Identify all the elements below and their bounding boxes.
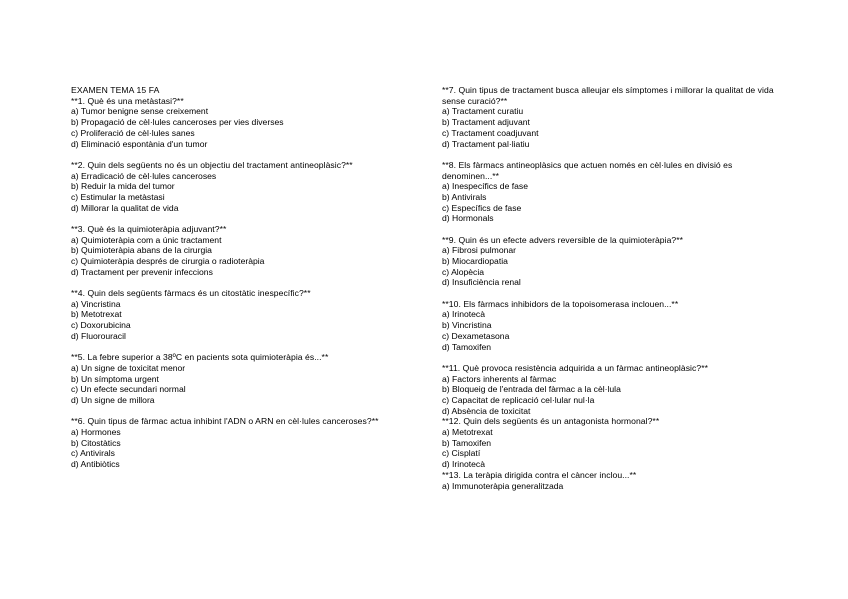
question-text: **4. Quin dels següents fàrmacs és un citostàtic inespecífic?** — [71, 288, 311, 299]
question-block — [71, 160, 421, 214]
answer-option: b) Citostàtics — [71, 437, 121, 448]
answer-option: d) Tamoxifen — [442, 341, 492, 352]
answer-option: b) Metotrexat — [71, 309, 122, 320]
question-text: **9. Quin és un efecte advers reversible de la quimioteràpia?** — [442, 234, 684, 245]
question-text: **11. Què provoca resistència adquirida a un fàrmac antineoplàsic?** — [442, 362, 708, 373]
answer-option: b) Bloqueig de l'entrada del fàrmac a la cèl·lula — [442, 384, 621, 395]
answer-option: b) Un símptoma urgent — [71, 373, 159, 384]
answer-option: c) Dexametasona — [442, 330, 510, 341]
answer-option: a) Immunoteràpia generalitzada — [442, 480, 564, 491]
left-question-list — [71, 96, 421, 470]
answer-option: c) Antivirals — [71, 448, 115, 459]
question-text: **7. Quin tipus de tractament busca alleujar els símptomes i millorar la qualitat de vida sense curació?** — [442, 85, 774, 106]
question-text: **12. Quin dels següents és un antagonista hormonal?** — [442, 416, 660, 427]
question-text: **1. Què és una metàstasi?** — [71, 95, 184, 106]
question-text: **10. Els fàrmacs inhibidors de la topoisomerasa inclouen...** — [442, 298, 679, 309]
answer-option: a) Quimioteràpia com a únic tractament — [71, 234, 222, 245]
answer-option: d) Antibiòtics — [71, 459, 120, 470]
answer-option: a) Metotrexat — [442, 427, 493, 438]
answer-option: c) Específics de fase — [442, 202, 522, 213]
left-column — [71, 85, 421, 480]
answer-option: c) Cisplatí — [442, 448, 481, 459]
answer-option: a) Inespecífics de fase — [442, 181, 528, 192]
answer-option: b) Miocardiopatia — [442, 256, 508, 267]
answer-option: d) Insuficiència renal — [442, 277, 521, 288]
answer-option: d) Millorar la qualitat de vida — [71, 202, 179, 213]
answer-option: a) Fibrosi pulmonar — [442, 245, 517, 256]
question-block — [71, 224, 421, 278]
question-block — [442, 470, 787, 491]
answer-option: b) Quimioteràpia abans de la cirurgia — [71, 245, 212, 256]
question-text: **13. La teràpia dirigida contra el càncer inclou...** — [442, 469, 637, 480]
answer-option: a) Un signe de toxicitat menor — [71, 362, 186, 373]
answer-option: a) Tractament curatiu — [442, 106, 524, 117]
question-block — [442, 235, 787, 289]
exam-title: EXAMEN TEMA 15 FA — [71, 85, 160, 95]
right-column — [442, 85, 787, 491]
answer-option: d) Absència de toxicitat — [442, 405, 531, 416]
question-text: **5. La febre superior a 38ºC en pacients sota quimioteràpia és...** — [71, 352, 329, 363]
answer-option: b) Tractament adjuvant — [442, 117, 530, 128]
answer-option: b) Reduir la mida del tumor — [71, 181, 175, 192]
right-question-list — [442, 85, 787, 491]
answer-option: c) Estimular la metàstasi — [71, 191, 165, 202]
answer-option: a) Factors inherents al fàrmac — [442, 373, 557, 384]
answer-option: d) Un signe de millora — [71, 394, 155, 405]
answer-option: c) Doxorubicina — [71, 320, 131, 331]
answer-option: c) Quimioteràpia després de cirurgia o radioteràpia — [71, 256, 265, 267]
answer-option: c) Tractament coadjuvant — [442, 127, 539, 138]
question-text: **3. Què és la quimioteràpia adjuvant?** — [71, 223, 227, 234]
question-block — [442, 85, 787, 149]
answer-option: b) Propagació de cèl·lules canceroses per vies diverses — [71, 117, 284, 128]
answer-option: c) Capacitat de replicació cel·lular nul·la — [442, 394, 595, 405]
question-text: **2. Quin dels següents no és un objectiu del tractament antineoplàsic?** — [71, 159, 353, 170]
answer-option: c) Proliferació de cèl·lules sanes — [71, 127, 195, 138]
answer-option: a) Erradicació de cèl·lules canceroses — [71, 170, 217, 181]
question-block — [71, 352, 421, 406]
answer-option: b) Tamoxifen — [442, 437, 492, 448]
answer-option: a) Tumor benigne sense creixement — [71, 106, 209, 117]
question-block — [442, 416, 787, 470]
question-text: **8. Els fàrmacs antineoplàsics que actuen només en cèl·lules en divisió es denominen...** — [442, 159, 733, 181]
answer-option: d) Eliminació espontània d'un tumor — [71, 138, 208, 149]
question-block — [71, 416, 421, 470]
answer-option: d) Irinotecà — [442, 459, 485, 470]
answer-option: b) Vincristina — [442, 320, 492, 331]
answer-option: d) Tractament pal·liatiu — [442, 138, 530, 149]
question-block — [442, 160, 787, 224]
answer-option: a) Vincristina — [71, 298, 121, 309]
answer-option: b) Antivirals — [442, 191, 487, 202]
question-block — [71, 96, 421, 150]
question-block — [71, 288, 421, 342]
answer-option: d) Tractament per prevenir infeccions — [71, 266, 213, 277]
question-block — [442, 299, 787, 353]
question-text: **6. Quin tipus de fàrmac actua inhibint l'ADN o ARN en cèl·lules canceroses?** — [71, 416, 379, 427]
answer-option: c) Alopècia — [442, 266, 485, 277]
answer-option: c) Un efecte secundari normal — [71, 384, 186, 395]
answer-option: a) Irinotecà — [442, 309, 485, 320]
answer-option: d) Hormonals — [442, 213, 494, 224]
answer-option: a) Hormones — [71, 426, 121, 437]
question-block — [442, 363, 787, 417]
answer-option: d) Fluorouracil — [71, 330, 126, 341]
